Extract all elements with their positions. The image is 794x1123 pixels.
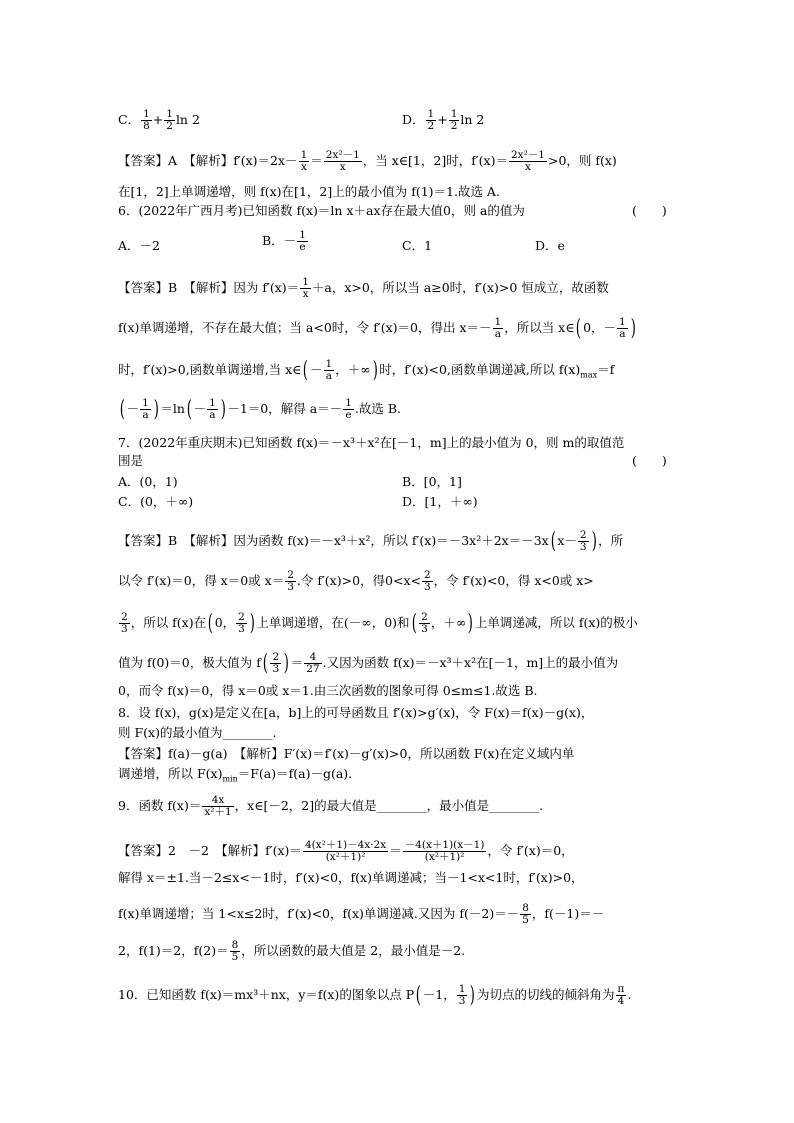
q9-answer-line2: 解得 x＝±1.当－2≤x<－1时，f′(x)<0，f(x)单调递减；当－1<x<1时，f′(x)>0， bbox=[118, 870, 584, 885]
q6-option-a: A．－2 bbox=[118, 238, 160, 253]
q7-stem-line2: 围是 bbox=[118, 453, 144, 468]
q6-option-c: C．1 bbox=[402, 238, 433, 253]
q8-stem-line2: 则 F(x)的最小值为________. bbox=[118, 725, 277, 740]
q7-option-d: D．[1，＋∞) bbox=[402, 494, 478, 509]
q6-answer-line2: f(x)单调递增，不存在最大值；当 a<0时，令 f′(x)＝0，得出 x＝－ $\frac{1}{a}$ ，所以当 x∈( 0，－ $\frac{1}{a}$ ) bbox=[118, 315, 636, 341]
q6-answer-line4: ( － $\frac{1}{a}$ ) ＝ln( － $\frac{1}{a}$ ) －1＝0，解得 a＝－ $\frac{1}{e}$ .故选 B. bbox=[119, 396, 401, 422]
q7-option-b: B．[0，1] bbox=[402, 474, 462, 489]
q5-answer-line2: 在[1，2]上单调递增，则 f(x)在[1，2]上的最小值为 f(1)＝1.故选 A. bbox=[118, 184, 500, 199]
q8-answer-line1: 【答案】f(a)－g(a) 【解析】F′(x)＝f′(x)－g′(x)>0，所以函数 F(x)在定义域内单 bbox=[118, 746, 575, 761]
q5-option-d: D． $\frac{1}{2}$ + $\frac{1}{2}$ ln 2 bbox=[402, 108, 485, 132]
q7-answer-line2: 以令 f′(x)＝0，得 x＝0或 x＝ $\frac{2}{3}$ .令 f′(x)>0，得0<x< $\frac{2}{3}$ ，令 f′(x)<0，得 x<0或 x> bbox=[118, 569, 594, 593]
q9-answer-line4: 2，f(1)＝2，f(2)＝ $\frac{8}{5}$ ，所以函数的最大值是 2，最小值是－2. bbox=[118, 939, 466, 963]
q7-answer-line4: 值为 f(0)＝0，极大值为 f( $\frac{2}{3}$ ) ＝ $\frac{4}{27}$ .又因为函数 f(x)＝－x³＋x²在[－1，m]上的最小值为 bbox=[118, 650, 619, 676]
q6-option-b: B．－ $\frac{1}{e}$ bbox=[262, 229, 306, 253]
q7-answer-line5: 0，而令 f(x)＝0，得 x＝0或 x＝1.由三次函数的图象可得 0≤m≤1.故选 B. bbox=[118, 683, 538, 698]
q7-option-c: C．(0，＋∞) bbox=[118, 494, 194, 509]
q7-stem-line1: 7．(2022年重庆期末)已知函数 f(x)＝－x³＋x²在[－1，m]上的最小值为 0，则 m的取值范 bbox=[118, 435, 625, 450]
q10-stem: 10．已知函数 f(x)＝mx³＋nx，y＝f(x)的图象以点 P( －1， $\frac{1}{3}$ ) 为切点的切线的倾斜角为 $\frac{\pi}{4}$ . bbox=[118, 982, 632, 1008]
q6-stem: 6．(2022年广西月考)已知函数 f(x)＝ln x＋ax存在最大值0，则 a的值为 bbox=[118, 203, 525, 218]
q9-answer-line1: 【答案】2 －2 【解析】f′(x)＝ $\frac{\text{4(x²＋1)－4x·2x}}{\text{(x²＋1)²}}$ ＝ $\frac{-4(x+1)(x-1)}{\text{(x²＋1)²}}$ ，令 f′(x)＝0， bbox=[118, 839, 574, 863]
q6-blank: ( ) bbox=[632, 203, 667, 218]
q6-answer-line1: 【答案】B 【解析】因为 f′(x)＝ $\frac{1}{x}$ ＋a，x>0，所以当 a≥0时，f′(x)>0 恒成立，故函数 bbox=[118, 276, 609, 300]
q9-stem: 9．函数 f(x)＝ $\frac{4x}{\text{x²＋1}}$ ，x∈[－2，2]的最大值是________，最小值是________. bbox=[118, 794, 544, 818]
q7-answer-line1: 【答案】B 【解析】因为函数 f(x)＝－x³＋x²，所以 f′(x)＝－3x²＋2x＝－3x( x－ $\frac{2}{3}$ ) ，所 bbox=[118, 528, 624, 554]
q5-option-c: C． $\frac{1}{8}$ + $\frac{1}{2}$ ln 2 bbox=[118, 108, 200, 132]
q6-option-d: D．e bbox=[535, 238, 565, 253]
q7-blank: ( ) bbox=[632, 453, 667, 468]
q8-answer-line2: 调递增，所以 $F(x)_{min}=F(a)=f(a)-g(a)$. bbox=[118, 766, 353, 784]
q5-answer-line1: 【答案】A 【解析】f′(x)＝2x－ $\frac{1}{x}$ ＝ $\frac{\text{2x²－1}}{x}$ ，当 x∈[1，2]时，f′(x)＝ $\frac{\text{2x²－1}}{x}$ >0，则 f(x) bbox=[118, 149, 617, 173]
q8-stem-line1: 8．设 f(x)，g(x)是定义在[a，b]上的可导函数且 f′(x)>g′(x)，令 F(x)＝f(x)－g(x)， bbox=[118, 705, 594, 720]
q9-answer-line3: f(x)单调递增；当 1<x≤2时，f′(x)<0，f(x)单调递减.又因为 f(－2)＝－ $\frac{8}{5}$ ，f(－1)＝－ bbox=[118, 902, 605, 926]
q7-answer-line3: $\frac{2}{3}$ ，所以 f(x)在( 0， $\frac{2}{3}$ ) 上单调递增，在(－∞，0)和( $\frac{2}{3}$ ，＋∞) 上单调递减，所以 f(x)的极小 bbox=[121, 610, 638, 636]
q7-option-a: A．(0，1) bbox=[118, 474, 178, 489]
q6-answer-line3: 时，f′(x)>0,函数单调递增,当 x∈( － $\frac{1}{a}$ ，＋∞) 时，f′(x)<0,函数单调递减,所以 $f(x)_{max}=f$ bbox=[118, 357, 615, 383]
